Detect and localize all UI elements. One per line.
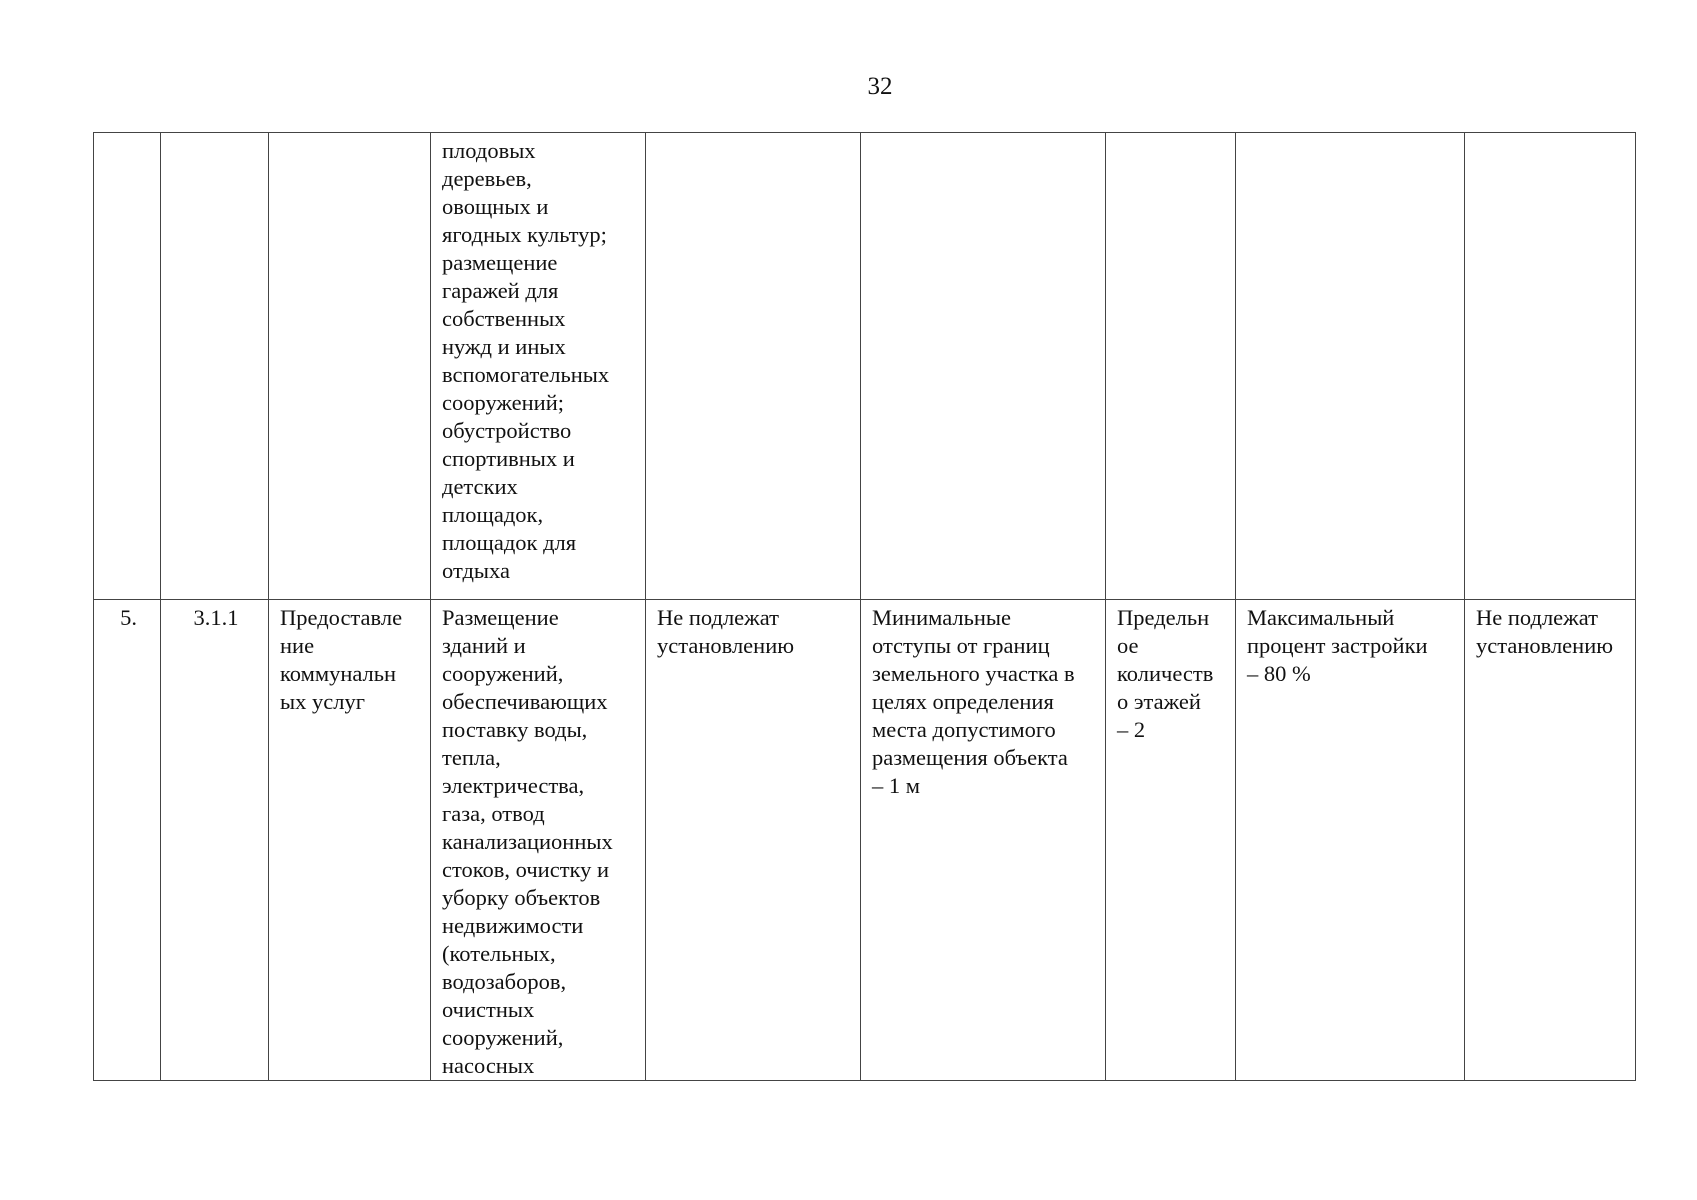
table-row <box>94 133 1636 600</box>
plot-size-cell <box>646 133 861 600</box>
use-name-cell <box>269 600 431 1081</box>
cell-text-line: коммунальн <box>280 661 397 686</box>
cell-text-line: Размещение <box>442 605 559 630</box>
cell-text-line: недвижимости <box>442 913 584 938</box>
cell-text-line: стоков, очистку и <box>442 857 610 882</box>
cell-text-line: очистных <box>442 997 535 1022</box>
floors-cell <box>1106 600 1236 1081</box>
use-name-cell <box>269 133 431 600</box>
cell-text-line: тепла, <box>442 745 501 770</box>
cell-text-line: овощных и <box>442 194 549 219</box>
row-number-cell <box>94 600 161 1081</box>
cell-text-line: уборку объектов <box>442 885 601 910</box>
cell-text-line: собственных <box>442 306 566 331</box>
use-code: 3.1.1 <box>193 605 239 630</box>
setback-cell <box>861 600 1106 1081</box>
cell-text-line: ягодных культур; <box>442 222 607 247</box>
cell-text-line: ние <box>280 633 315 658</box>
cell-text-line: отдыха <box>442 558 510 583</box>
floors-cell <box>1106 133 1236 600</box>
cell-text-line: процент застройки <box>1247 633 1428 658</box>
cell-text-line: ое <box>1117 633 1139 658</box>
cell-text-line: электричества, <box>442 773 585 798</box>
cell-text-line: обеспечивающих <box>442 689 608 714</box>
use-code-cell <box>161 600 269 1081</box>
cell-text-line: плодовых <box>442 138 536 163</box>
cell-text-line: размещения объекта <box>872 745 1068 770</box>
coverage-cell <box>1236 133 1465 600</box>
cell-text-line: Не подлежат <box>1476 605 1598 630</box>
cell-text-line: Минимальные <box>872 605 1012 630</box>
cell-text-line: сооружений; <box>442 390 565 415</box>
table-row <box>94 600 1636 1081</box>
cell-text-line: размещение <box>442 250 558 275</box>
cell-text-line: Предельн <box>1117 605 1210 630</box>
cell-text-line: обустройство <box>442 418 572 443</box>
cell-text-line: ых услуг <box>280 689 365 714</box>
cell-text-line: зданий и <box>442 633 526 658</box>
use-code-cell <box>161 133 269 600</box>
cell-text-line: площадок для <box>442 530 577 555</box>
cell-text-line: о этажей <box>1117 689 1201 714</box>
cell-text-line: Не подлежат <box>657 605 779 630</box>
cell-text-line: установлению <box>1476 633 1614 658</box>
cell-text-line: детских <box>442 474 518 499</box>
cell-text-line: – 1 м <box>872 773 920 798</box>
page-number: 32 <box>867 73 893 100</box>
cell-text-line: сооружений, <box>442 1025 564 1050</box>
cell-text-line: нужд и иных <box>442 334 566 359</box>
zoning-regulations-table <box>93 132 1636 1081</box>
use-description-cell <box>431 600 646 1081</box>
cell-text-line: Максимальный <box>1247 605 1395 630</box>
cell-text-line: места допустимого <box>872 717 1056 742</box>
cell-text-line: вспомогательных <box>442 362 610 387</box>
cell-text-line: спортивных и <box>442 446 575 471</box>
plot-size-cell <box>646 600 861 1081</box>
cell-text-line: деревьев, <box>442 166 532 191</box>
cell-text-line: сооружений, <box>442 661 564 686</box>
cell-text-line: Предоставле <box>280 605 403 630</box>
row-number: 5. <box>120 605 137 630</box>
cell-text-line: целях определения <box>872 689 1054 714</box>
coverage-cell <box>1236 600 1465 1081</box>
cell-text-line: канализационных <box>442 829 613 854</box>
cell-text-line: (котельных, <box>442 941 556 966</box>
cell-text-line: количеств <box>1117 661 1214 686</box>
cell-text-line: газа, отвод <box>442 801 545 826</box>
setback-cell <box>861 133 1106 600</box>
cell-text-line: водозаборов, <box>442 969 567 994</box>
cell-text-line: поставку воды, <box>442 717 588 742</box>
use-description-cell <box>431 133 646 600</box>
row-number-cell <box>94 133 161 600</box>
cell-text-line: – 2 <box>1117 717 1146 742</box>
cell-text-line: установлению <box>657 633 795 658</box>
cell-text-line: – 80 % <box>1247 661 1311 686</box>
cell-text-line: земельного участка в <box>872 661 1075 686</box>
other-params-cell <box>1465 600 1636 1081</box>
cell-text-line: площадок, <box>442 502 544 527</box>
cell-text-line: отступы от границ <box>872 633 1050 658</box>
cell-text-line: гаражей для <box>442 278 559 303</box>
cell-text-line: насосных <box>442 1053 535 1078</box>
other-params-cell <box>1465 133 1636 600</box>
